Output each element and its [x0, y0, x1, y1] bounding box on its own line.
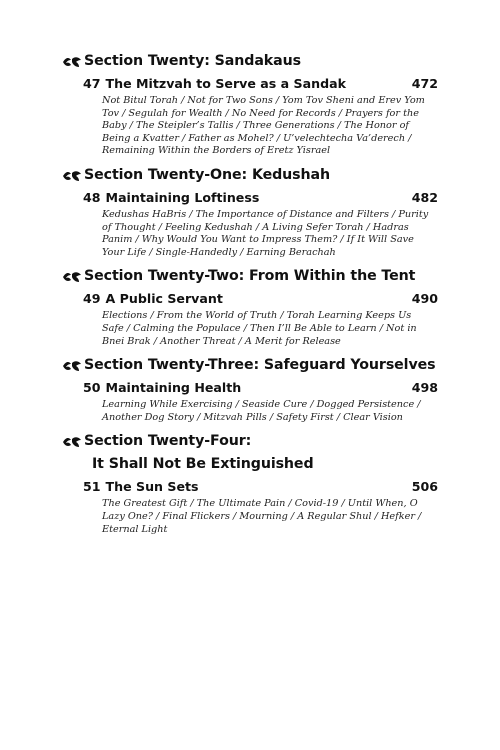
chapter-number: 51 [83, 479, 101, 495]
chapter-number: 49 [83, 291, 101, 307]
chapter-number: 48 [83, 189, 101, 205]
fleuron-ornament-icon [62, 169, 82, 183]
chapter-title: Maintaining Health [105, 380, 242, 396]
chapter-heading[interactable] [83, 290, 438, 307]
section-title-text: Section Twenty-Four: [84, 433, 252, 450]
chapter-heading[interactable] [83, 75, 438, 92]
chapter-topics: Kedushas HaBris / The Importance of Distance and Filters / Purity of Thought / Feeling Kedushah / A Living Sefer Torah / Hadras Panim / Why Would You Want to Impress Them? / If It Will Save Your Life / Single-Handedly / Earning Berachah [102, 208, 429, 258]
section-title-line2: It Shall Not Be Extinguished [92, 456, 314, 473]
chapter-topics: Elections / From the World of Truth / Torah Learning Keeps Us Safe / Calming the Populace / Then I’ll Be Able to Learn / Not in Bnei Brak / Another Threat / A Merit for Release [102, 310, 417, 347]
section-title-text: Section Twenty: Sandakaus [84, 53, 301, 69]
toc-chapter [62, 478, 438, 536]
section-title [62, 52, 438, 71]
chapter-title: Maintaining Loftiness [105, 189, 260, 205]
chapter-heading[interactable] [83, 379, 438, 396]
toc-section [62, 267, 438, 348]
fleuron-ornament-icon [62, 435, 82, 449]
section-title-text: Section Twenty-One: Kedushah [84, 166, 330, 183]
toc-chapter [62, 189, 438, 259]
toc-chapter [62, 290, 438, 348]
chapter-number: 47 [83, 76, 101, 91]
chapter-title: The Mitzvah to Serve as a Sandak [105, 76, 346, 91]
section-title-text: Section Twenty-Two: From Within the Tent [84, 268, 416, 285]
chapter-page-number: 482 [411, 189, 438, 205]
chapter-page-number: 498 [411, 380, 438, 396]
fleuron-ornament-icon [62, 270, 82, 284]
section-title [62, 432, 438, 474]
toc-section [62, 166, 438, 259]
section-title-text: Section Twenty-Three: Safeguard Yourselves [84, 357, 436, 374]
chapter-page-number: 506 [411, 479, 438, 495]
chapter-topics: The Greatest Gift / The Ultimate Pain / Covid-19 / Until When, O Lazy One? / Final Flickers / Mourning / A Regular Shul / Hefker / Eternal Light [102, 498, 422, 535]
chapter-title: A Public Servant [105, 291, 223, 307]
fleuron-ornament-icon [62, 359, 82, 373]
chapter-heading[interactable] [83, 189, 438, 206]
toc-chapter [62, 75, 438, 158]
chapter-title: The Sun Sets [105, 479, 199, 495]
chapter-page-number: 472 [411, 76, 438, 91]
chapter-number: 50 [83, 380, 101, 396]
chapter-page-number: 490 [411, 291, 438, 307]
section-title [62, 356, 438, 375]
toc-section [62, 432, 438, 536]
chapter-heading[interactable] [83, 478, 438, 495]
fleuron-ornament-icon [62, 55, 82, 69]
section-title [62, 267, 438, 286]
section-title [62, 166, 438, 185]
chapter-topics: Learning While Exercising / Seaside Cure / Dogged Persistence / Another Dog Story / Mitzvah Pills / Safety First / Clear Vision [102, 399, 421, 423]
toc-chapter [62, 379, 438, 424]
chapter-topics: Not Bitul Torah / Not for Two Sons / Yom Tov Sheni and Erev Yom Tov / Segulah for Wealth / No Need for Records / Prayers for the Baby / The Steipler’s Tallis / Three Generations / The Honor of Being a Kvatter / Father as Mohel? / U’velechtecha Va’derech / Remaining Within the Borders of Eretz Yisrael [102, 95, 425, 157]
toc-section [62, 52, 438, 158]
toc-section [62, 356, 438, 424]
